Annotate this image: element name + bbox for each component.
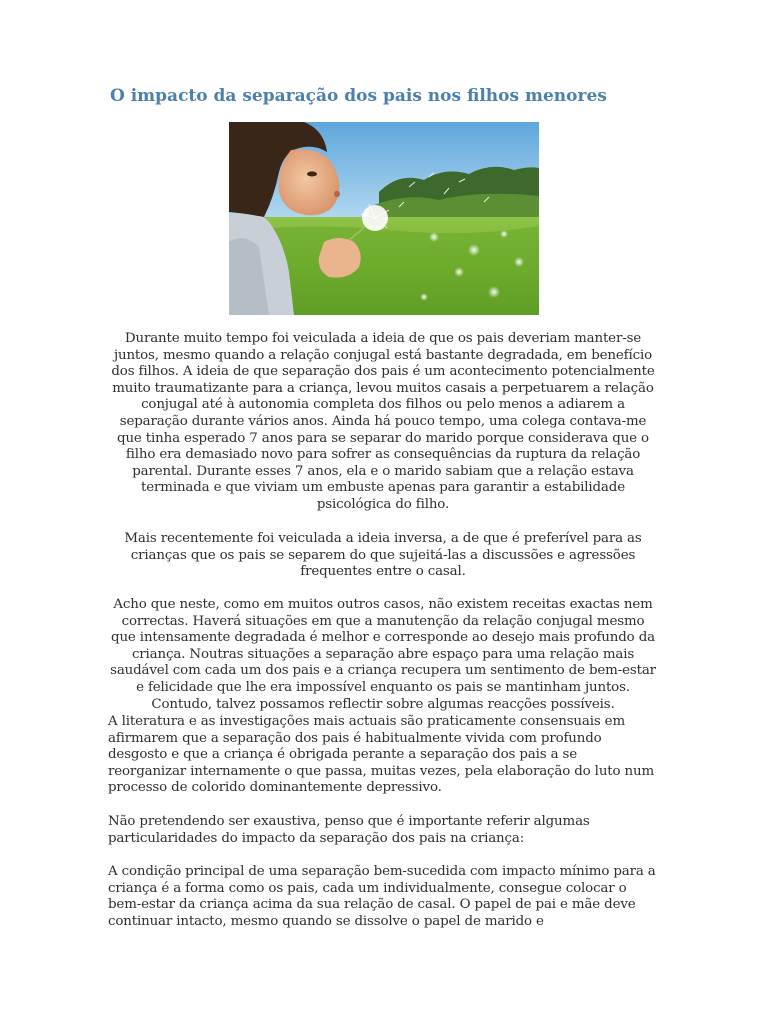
paragraph-main-condition: A condição principal de uma separação bem-sucedida com impacto mínimo para a criança é a forma como os pais, cada um individualmente, consegue colocar o bem-estar da criança acima da sua relação de casal. O papel de pai e mãe deve continuar intacto, mesmo quando se dissolve o papel de marido e	[108, 864, 656, 929]
document-title: O impacto da separação dos pais nos filhos menores	[110, 86, 607, 106]
paragraph-no-recipes: Acho que neste, como em muitos outros casos, não existem receitas exactas nem correctas. Haverá situações em que a manutenção da relação conjugal mesmo que intensamente degradada é melhor e corresponde ao desejo mais profundo da criança. Noutras situações a separação abre espaço para uma relação mais saudável com cada um dos pais e a criança recupera um sentimento de bem-estar e felicidade que lhe era impossível enquanto os pais se mantinham juntos. Contudo, talvez possamos reflectir sobre algumas reacções possíveis.	[110, 597, 656, 712]
paragraph-intro: Durante muito tempo foi veiculada a ideia de que os pais deveriam manter-se juntos, mesmo quando a relação conjugal está bastante degradada, em benefício dos filhos. A ideia de que separação dos pais é um acontecimento potencialmente muito traumatizante para a criança, levou muitos casais a perpetuarem a relação conjugal até à autonomia completa dos filhos ou pelo menos a adiarem a separação durante vários anos. Ainda há pouco tempo, uma colega contava-me que tinha esperado 7 anos para se separar do marido porque considerava que o filho era demasiado novo para sofrer as consequências da ruptura da relação parental. Durante esses 7 anos, ela e o marido sabiam que a relação estava terminada e que viviam um embuste apenas para garantir a estabilidade psicológica do filho.	[111, 331, 655, 512]
paragraph-literature: A literatura e as investigações mais actuais são praticamente consensuais em afirmarem que a separação dos pais é habitualmente vivida com profundo desgosto e que a criança é obrigada perante a separação dos pais a se reorganizar internamente o que passa, muitas vezes, pela elaboração do luto num processo de colorido dominantemente depressivo.	[108, 714, 655, 796]
paragraph-inverse-idea: Mais recentemente foi veiculada a ideia inversa, a de que é preferível para as crianças que os pais se separem do que sujeitá-las a discussões e agressões frequentes entre o casal.	[124, 531, 642, 580]
photo-child-blowing-dandelion	[229, 122, 539, 315]
paragraph-particularities: Não pretendendo ser exaustiva, penso que é importante referir algumas particularidades do impacto da separação dos pais na criança:	[108, 814, 590, 846]
